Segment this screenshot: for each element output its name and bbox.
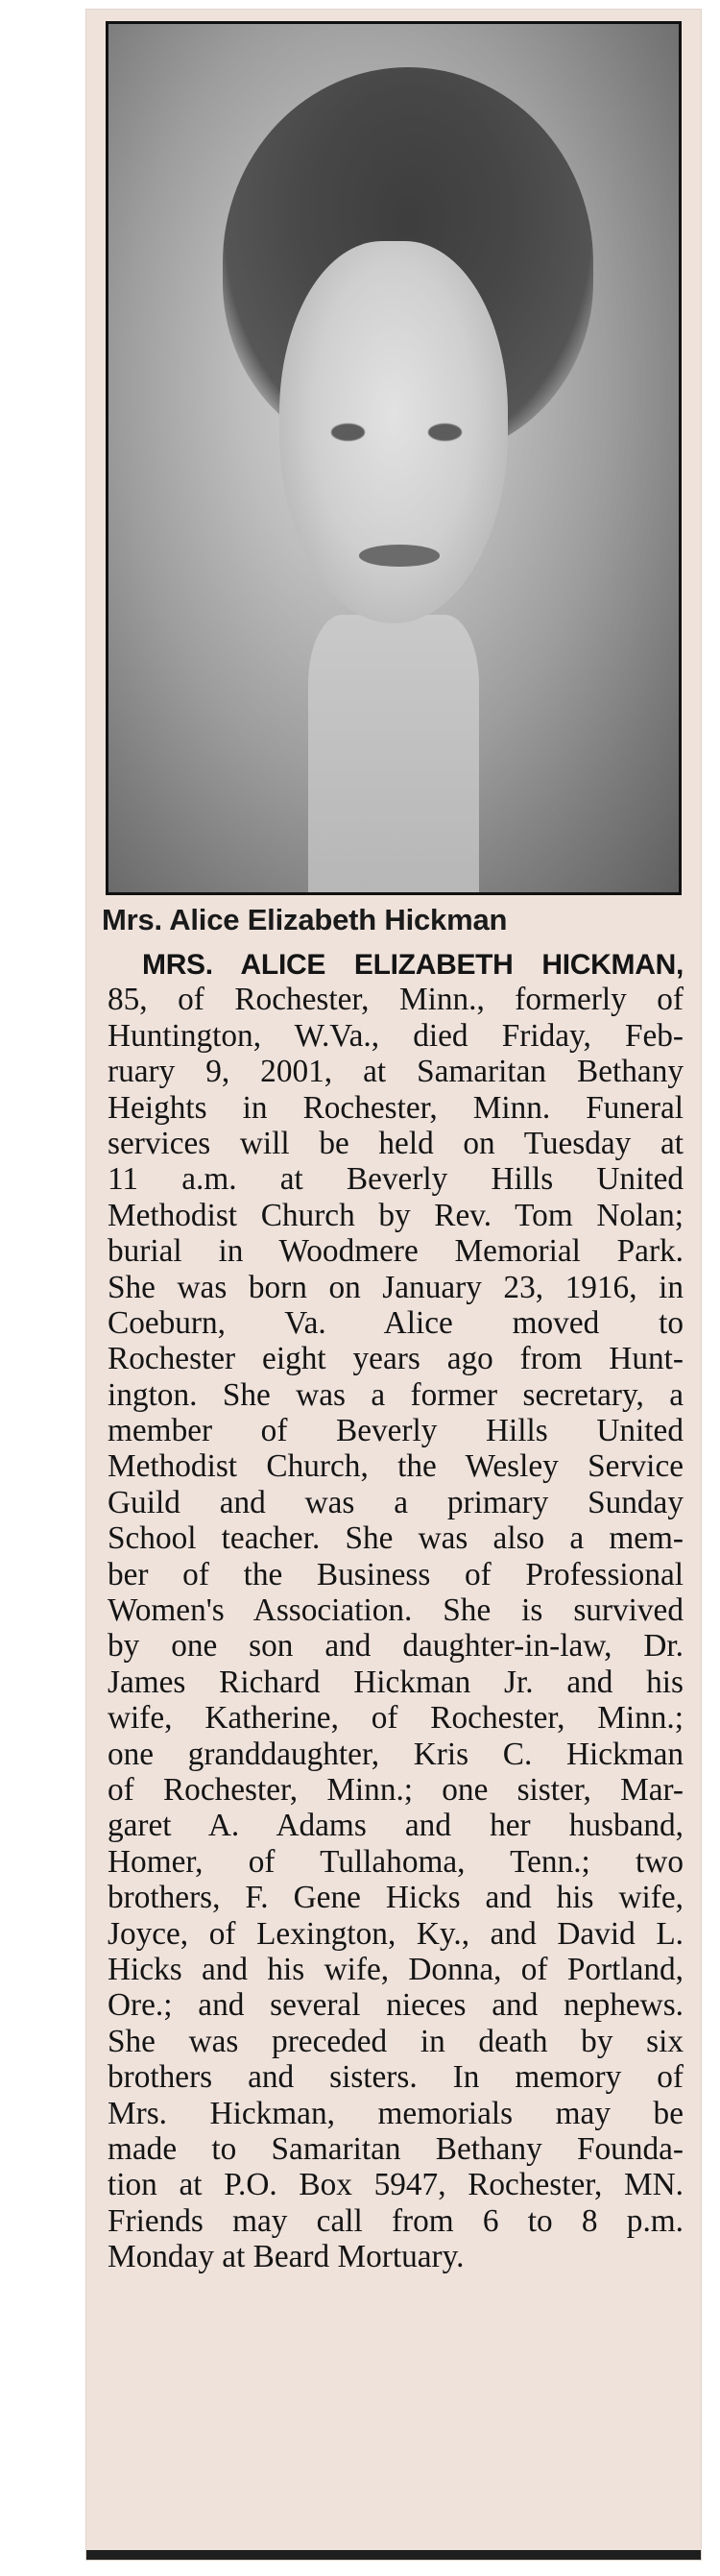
obituary-line: James Richard Hickman Jr. and his [108,1664,684,1700]
obituary-line: brothers, F. Gene Hicks and his wife, [108,1880,684,1916]
obituary-line: garet A. Adams and her husband, [108,1808,684,1844]
obituary-line: 85, of Rochester, Minn., formerly of [108,982,684,1018]
obituary-line: services will be held on Tuesday at [108,1125,684,1161]
obituary-line: burial in Woodmere Memorial Park. [108,1233,684,1270]
obituary-line: brothers and sisters. In memory of [108,2059,684,2096]
obituary-line: 11 a.m. at Beverly Hills United [108,1161,684,1198]
obituary-line: Coeburn, Va. Alice moved to [108,1304,684,1341]
obituary-line: made to Samaritan Bethany Founda- [108,2130,684,2167]
portrait-right-eye [428,424,463,441]
obituary-line: ruary 9, 2001, at Samaritan Bethany [108,1054,684,1090]
obituary-line: Mrs. Hickman, memorials may be [108,2095,684,2131]
obituary-line: Hicks and his wife, Donna, of Portland, [108,1951,684,1987]
obituary-line: Rochester eight years ago from Hunt- [108,1341,684,1377]
obituary-line: School teacher. She was also a mem- [108,1520,684,1557]
obituary-line: Women's Association. She is survived [108,1592,684,1629]
obituary-line: Friends may call from 6 to 8 p.m. [108,2202,684,2239]
obituary-line: one granddaughter, Kris C. Hickman [108,1736,684,1772]
portrait-photo-frame [106,21,682,895]
obituary-line: Guild and was a primary Sunday [108,1484,684,1520]
obituary-line: ber of the Business of Professional [108,1556,684,1592]
obituary-clipping [86,10,701,2560]
obituary-line: Monday at Beard Mortuary. [108,2239,465,2275]
obituary-line: tion at P.O. Box 5947, Rochester, MN. [108,2167,684,2203]
obituary-line: wife, Katherine, of Rochester, Minn.; [108,1700,684,1737]
portrait-neck [308,615,479,892]
obituary-line: of Rochester, Minn.; one sister, Mar- [108,1771,684,1808]
obituary-line: Joyce, of Lexington, Ky., and David L. [108,1915,684,1952]
obituary-line: She was preceded in death by six [108,2023,684,2059]
obituary-line: Huntington, W.Va., died Friday, Feb- [108,1017,684,1054]
obituary-line: Heights in Rochester, Minn. Funeral [108,1089,684,1126]
portrait-mouth [359,545,439,567]
obituary-line: Ore.; and several nieces and nephews. [108,1987,684,2024]
obituary-line: ington. She was a former secretary, a [108,1376,684,1413]
obituary-line: Homer, of Tullahoma, Tenn.; two [108,1843,684,1880]
portrait-photo [108,24,679,892]
obituary-line: member of Beverly Hills United [108,1413,684,1449]
portrait-left-eye [331,424,366,441]
obituary-line: Methodist Church, the Wesley Service [108,1448,684,1485]
obituary-line-lead [108,946,684,982]
obituary-line: Methodist Church by Rev. Tom Nolan; [108,1197,684,1233]
obituary-body [108,946,684,2274]
deceased-name: MRS. ALICE ELIZABETH HICKMAN, [142,949,684,981]
photo-caption-headline: Mrs. Alice Elizabeth Hickman [102,903,508,936]
obituary-line: She was born on January 23, 1916, in [108,1269,684,1305]
obituary-line: by one son and daughter-in-law, Dr. [108,1628,684,1665]
